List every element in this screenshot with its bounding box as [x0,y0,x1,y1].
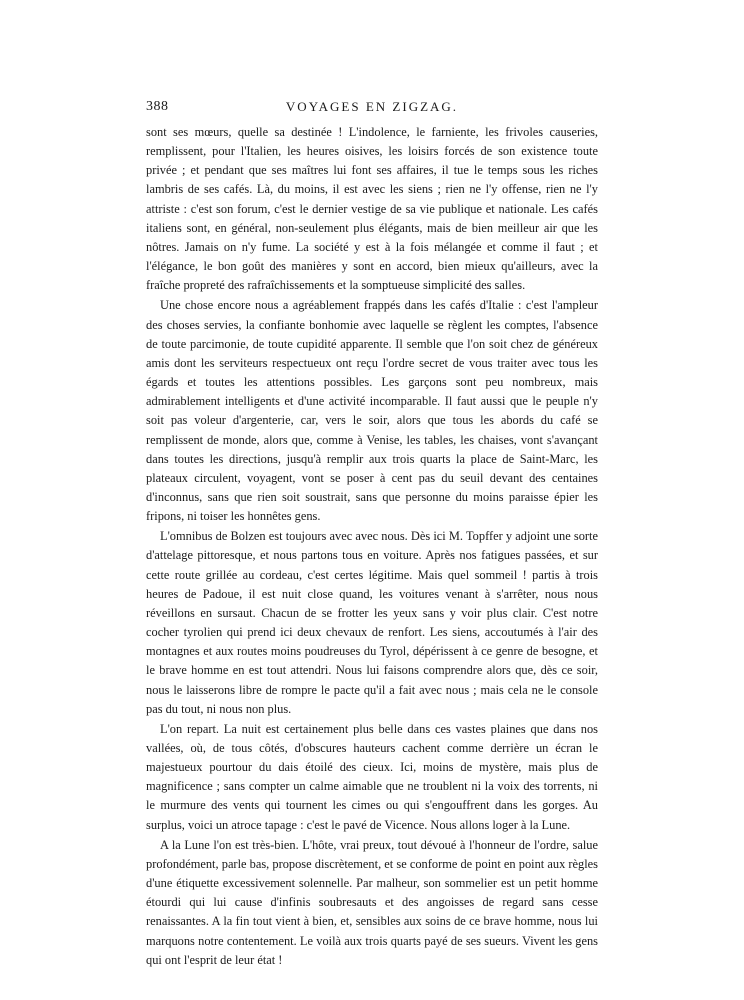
paragraph: L'omnibus de Bolzen est toujours avec avec nous. Dès ici M. Topffer y adjoint une sorte d'attelage pittoresque, et nous partons tous en voiture. Après nos fatigues passées, et sur cette route grillée au cordeau, c'est certes légitime. Mais quel sommeil ! partis à trois heures de Padoue, il est nuit close quand, les voitures venant à s'arrêter, nous nous réveillons en sursaut. Chacun de se frotter les yeux sans y voir plus clair. C'est notre cocher tyrolien qui prend ici deux chevaux de renfort. Les siens, accoutumés à l'air des montagnes et aux routes moins poudreuses du Tyrol, dépérissent à ce genre de besogne, et le brave homme en est tout attendri. Nous lui faisons comprendre alors que, dès ce soir, nous le laisserons libre de rompre le pacte qu'il a fait avec nous ; mais cela ne le console pas du tout, ni nous non plus. [146,529,598,716]
running-title: VOYAGES EN ZIGZAG. [285,99,459,114]
paragraph: L'on repart. La nuit est certainement plus belle dans ces vastes plaines que dans nos vallées, où, de tous côtés, d'obscures hauteurs cachent comme derrière un écran le majestueux pourtour du dais étoilé des cieux. Ici, moins de mystère, mais plus de magnificence ; sans compter un calme aimable que ne troublent ni la voix des torrents, ni le murmure des vents qui tournent les cimes ou qui s'engouffrent dans les gorges. Au surplus, voici un atroce tapage : c'est le pavé de Vicence. Nous allons loger à la Lune. [146,721,598,832]
body-text [146,123,598,971]
paragraph: Une chose encore nous a agréablement frappés dans les cafés d'Italie : c'est l'ampleur des choses servies, la confiante bonhomie avec laquelle se règlent les comptes, l'absence de toute parcimonie, de toute cupidité apparente. Il semble que l'on soit chez de généreux amis dont les serviteurs respectueux ont reçu l'ordre secret de vous traiter avec tous les égards et toutes les attentions possibles. Les garçons sont peu nombreux, mais admirablement intelligents et d'une activité incomparable. Il faut aussi que le peuple n'y soit pas voleur d'argenterie, car, vers le soir, alors que tous les abords du café se remplissent de monde, alors que, comme à Venise, les tables, les chaises, vont s'avançant dans toutes les directions, jusqu'à remplir aux trois quarts la place de Saint-Marc, les plateaux circulent, voyagent, vont se poser à cent pas du seuil devant des centaines d'inconnus, sans que rien soit soustrait, sans que personne du moins paraisse épier les fripons, ni toiser les honnêtes gens. [146,298,598,524]
page-number: 388 [146,99,169,114]
paragraph: A la Lune l'on est très-bien. L'hôte, vrai preux, tout dévoué à l'honneur de l'ordre, salue profondément, parle bas, propose discrètement, et se conforme de point en point aux règles d'une étiquette excessivement solennelle. Par malheur, son sommelier est un petit homme étourdi qui lui cause d'infinis soubresauts et des angoisses de regard sans cesse renaissantes. A la fin tout vient à bien, et, sensibles aux soins de ce brave homme, nous lui marquons notre contentement. Le voilà aux trois quarts payé de ses sueurs. Vivent les gens qui ont l'esprit de leur état ! [146,837,598,967]
paragraph: sont ses mœurs, quelle sa destinée ! L'indolence, le farniente, les frivoles causeries, remplissent, pour l'Italien, les heures oisives, les loisirs forcés de son existence toute privée ; et pendant que ses maîtres lui font ses affaires, il tue le temps sous les riches lambris de ses cafés. Là, du moins, il est avec les siens ; rien ne l'y offense, rien ne l'y attriste : c'est son forum, c'est le dernier vestige de sa vie publique et nationale. Les cafés italiens sont, en général, non-seulement plus élégants, mais de bien meilleur air que les nôtres. Jamais on n'y fume. La société y est à la fois mélangée et comme il faut ; et l'élégance, le bon goût des manières y sont en accord, bien mieux qu'ailleurs, avec la fraîche propreté des rafraîchissements et la somptueuse simplicité des salles. [146,125,598,293]
page-header [146,99,598,119]
